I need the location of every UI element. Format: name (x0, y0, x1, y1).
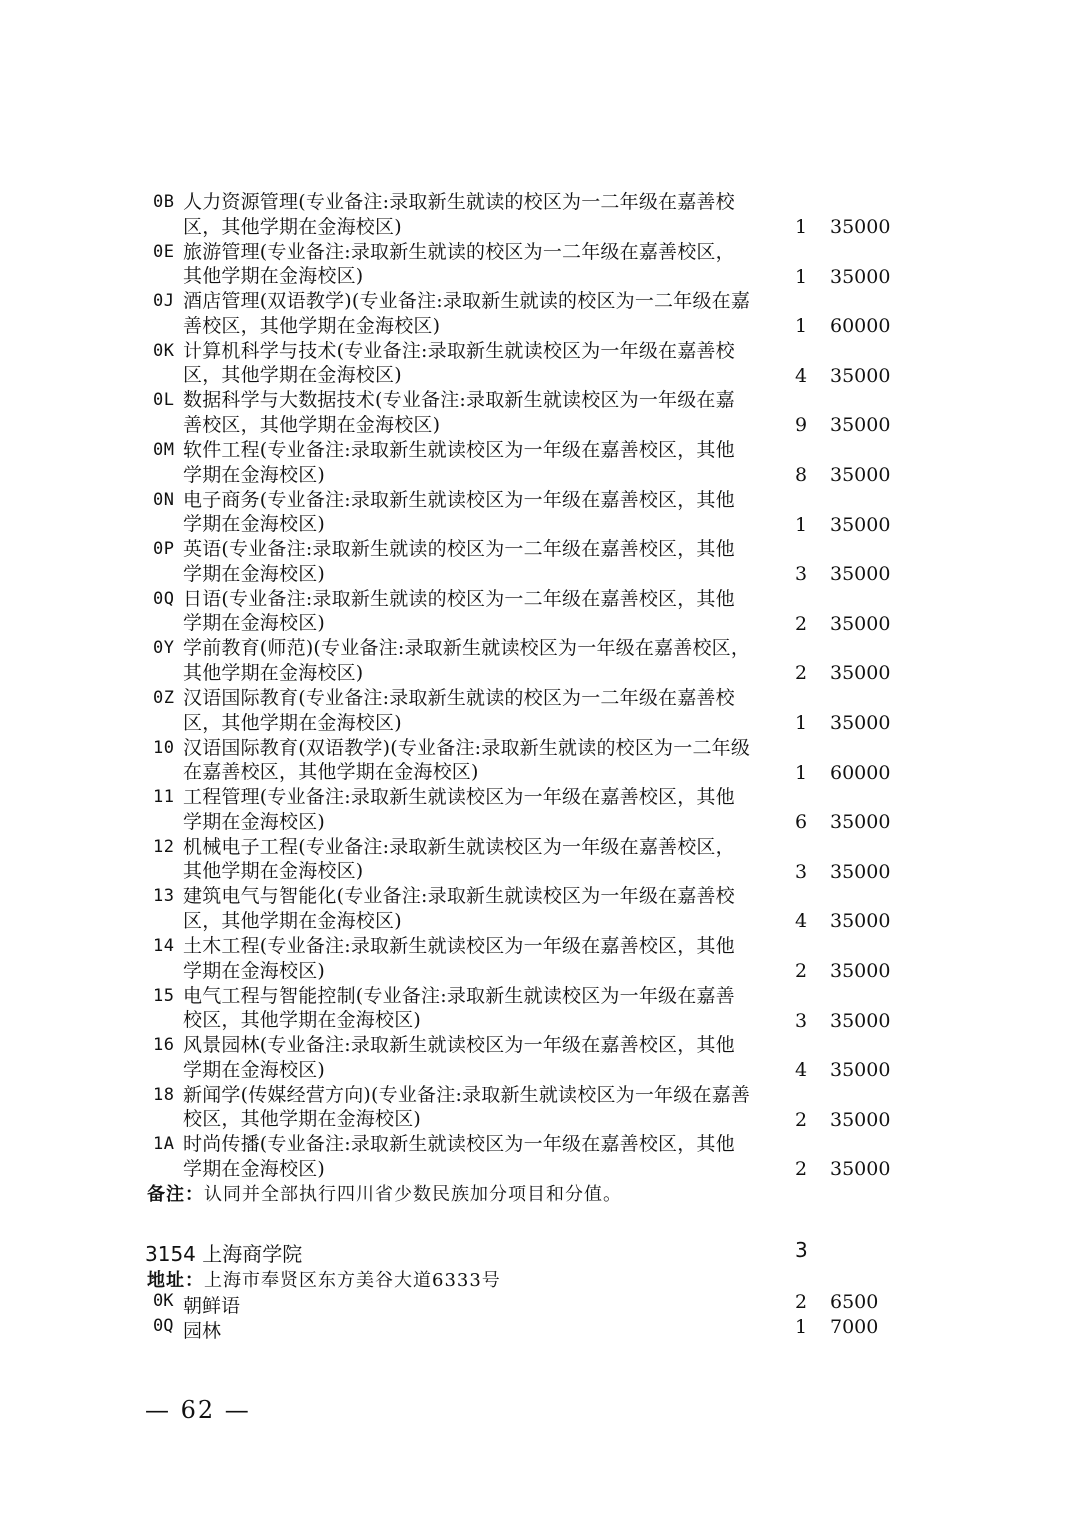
list-item (150, 339, 930, 389)
major-name: 数据科学与大数据技术(专业备注:录取新生就读校区为一年级在嘉善校区，其他学期在金海校区) (183, 389, 735, 436)
page-number: — 62 — (145, 1396, 251, 1424)
major-list (150, 190, 930, 1182)
major-fee: 35000 (830, 513, 891, 536)
major-count: 1 (795, 1316, 808, 1338)
major-code: 15 (153, 985, 175, 1006)
major-count: 2 (795, 1291, 808, 1313)
list-item (150, 835, 930, 885)
list-item (150, 686, 930, 736)
major-count: 6 (795, 811, 808, 834)
major-name: 日语(专业备注:录取新生就读的校区为一二年级在嘉善校区，其他学期在金海校区) (183, 587, 735, 635)
major-fee: 35000 (830, 1108, 891, 1131)
major-fee: 35000 (830, 563, 891, 586)
school-count: 3 (795, 1238, 808, 1262)
major-name: 风景园林(专业备注:录取新生就读校区为一年级在嘉善校区，其他学期在金海校区) (183, 1034, 735, 1081)
major-code: 11 (153, 787, 175, 808)
major-count: 4 (795, 364, 808, 387)
major-fee: 35000 (830, 662, 891, 685)
list-item (150, 785, 930, 835)
major-name: 时尚传播(专业备注:录取新生就读校区为一年级在嘉善校区，其他学期在金海校区) (183, 1133, 735, 1180)
major-fee: 35000 (830, 711, 891, 734)
major-name: 园林 (183, 1320, 222, 1342)
address-text: 上海市奉贤区东方美谷大道6333号 (204, 1270, 501, 1291)
list-item (150, 884, 930, 934)
major-name: 学前教育(师范)(专业备注:录取新生就读校区为一年级在嘉善校区，其他学期在金海校区) (183, 637, 751, 684)
school-heading (145, 1238, 925, 1267)
major-name: 汉语国际教育(专业备注:录取新生就读的校区为一二年级在嘉善校区，其他学期在金海校区) (183, 686, 735, 734)
list-item (150, 1316, 930, 1342)
major-code: 0K (153, 340, 175, 361)
major-code: 0Q (153, 588, 175, 609)
major-code: 0B (153, 192, 175, 212)
major-code: 0Z (153, 687, 175, 708)
major-count: 3 (795, 860, 808, 883)
major-fee: 35000 (830, 1059, 891, 1082)
list-item (150, 1083, 930, 1133)
list-item (150, 736, 930, 786)
major-name: 机械电子工程(专业备注:录取新生就读校区为一年级在嘉善校区，其他学期在金海校区) (183, 835, 735, 883)
major-name: 计算机科学与技术(专业备注:录取新生就读校区为一年级在嘉善校区，其他学期在金海校区) (183, 339, 735, 387)
major-fee: 60000 (830, 315, 891, 338)
list-item (150, 537, 930, 587)
major-fee: 35000 (830, 1158, 891, 1181)
major-fee: 35000 (830, 959, 891, 982)
major-count: 4 (795, 910, 808, 933)
major-code: 0P (153, 539, 175, 560)
major-count: 2 (795, 959, 808, 982)
major-count: 3 (795, 1009, 808, 1032)
list-item (150, 636, 930, 686)
major-name: 新闻学(传媒经营方向)(专业备注:录取新生就读校区为一年级在嘉善校区，其他学期在金海校区) (183, 1083, 751, 1131)
list-item (150, 190, 930, 240)
major-code: 0N (153, 489, 175, 510)
major-count: 1 (795, 513, 808, 536)
major-count: 2 (795, 662, 808, 685)
major-code: 12 (153, 836, 175, 857)
major-count: 3 (795, 563, 808, 586)
major-count: 2 (795, 612, 808, 635)
school-address (147, 1266, 501, 1292)
major-count: 1 (795, 265, 808, 288)
list-item (150, 587, 930, 637)
list-item (150, 1132, 930, 1182)
major-name: 旅游管理(专业备注:录取新生就读的校区为一二年级在嘉善校区，其他学期在金海校区) (183, 240, 735, 288)
list-item (150, 984, 930, 1034)
major-name: 英语(专业备注:录取新生就读的校区为一二年级在嘉善校区，其他学期在金海校区) (183, 538, 735, 585)
major-code: 10 (153, 737, 175, 758)
school-code-name: 3154 上海商学院 (145, 1242, 303, 1266)
major-count: 8 (795, 463, 808, 486)
major-count: 4 (795, 1059, 808, 1082)
major-name: 人力资源管理(专业备注:录取新生就读的校区为一二年级在嘉善校区，其他学期在金海校区) (183, 191, 735, 238)
major-fee: 35000 (830, 860, 891, 883)
list-item (150, 934, 930, 984)
major-fee: 35000 (830, 216, 891, 238)
major-fee: 60000 (830, 761, 891, 784)
major-name: 汉语国际教育(双语教学)(专业备注:录取新生就读的校区为一二年级在嘉善校区，其他学期在金海校区) (183, 736, 751, 784)
major-count: 1 (795, 761, 808, 784)
major-code: 0M (153, 439, 175, 460)
major-name: 电子商务(专业备注:录取新生就读校区为一年级在嘉善校区，其他学期在金海校区) (183, 488, 735, 536)
major-code: 18 (153, 1084, 175, 1105)
major-fee: 6500 (830, 1291, 879, 1313)
major-count: 9 (795, 414, 808, 437)
address-label: 地址： (147, 1270, 204, 1291)
list-item (150, 438, 930, 488)
major-code: 1A (153, 1134, 175, 1155)
major-fee: 7000 (830, 1316, 879, 1338)
note (147, 1180, 622, 1206)
major-fee: 35000 (830, 910, 891, 933)
major-code: 14 (153, 935, 175, 956)
list-item (150, 488, 930, 538)
major-code: 0J (153, 291, 175, 312)
major-code: 0Y (153, 638, 175, 659)
major-code: 13 (153, 886, 175, 907)
major-fee: 35000 (830, 265, 891, 288)
major-code: 0E (153, 241, 175, 262)
major-code: 0K (153, 1291, 174, 1311)
major-fee: 35000 (830, 463, 891, 486)
major-name: 软件工程(专业备注:录取新生就读校区为一年级在嘉善校区，其他学期在金海校区) (183, 438, 735, 486)
major-name: 酒店管理(双语教学)(专业备注:录取新生就读的校区为一二年级在嘉善校区，其他学期在金海校区) (183, 290, 751, 337)
major-fee: 35000 (830, 811, 891, 834)
major-count: 1 (795, 711, 808, 734)
major-code: 16 (153, 1035, 175, 1056)
note-label: 备注： (147, 1184, 204, 1205)
major-fee: 35000 (830, 364, 891, 387)
list-item (150, 1291, 930, 1317)
major-name: 土木工程(专业备注:录取新生就读校区为一年级在嘉善校区，其他学期在金海校区) (183, 934, 735, 982)
major-name: 电气工程与智能控制(专业备注:录取新生就读校区为一年级在嘉善校区，其他学期在金海校区) (183, 984, 735, 1032)
major-fee: 35000 (830, 1009, 891, 1032)
major-name: 建筑电气与智能化(专业备注:录取新生就读校区为一年级在嘉善校区，其他学期在金海校区) (183, 885, 735, 932)
list-item (150, 1033, 930, 1083)
major-fee: 35000 (830, 414, 891, 437)
note-text: 认同并全部执行四川省少数民族加分项目和分值。 (204, 1184, 622, 1205)
major-count: 1 (795, 216, 808, 238)
major-code: 0L (153, 390, 175, 411)
list-item (150, 240, 930, 290)
major-count: 2 (795, 1108, 808, 1131)
major-name: 工程管理(专业备注:录取新生就读校区为一年级在嘉善校区，其他学期在金海校区) (183, 786, 735, 833)
list-item (150, 289, 930, 339)
major-count: 2 (795, 1158, 808, 1181)
major-fee: 35000 (830, 612, 891, 635)
major-count: 1 (795, 315, 808, 338)
major-name: 朝鲜语 (183, 1295, 241, 1317)
major-code: 0Q (153, 1316, 174, 1336)
list-item (150, 388, 930, 438)
